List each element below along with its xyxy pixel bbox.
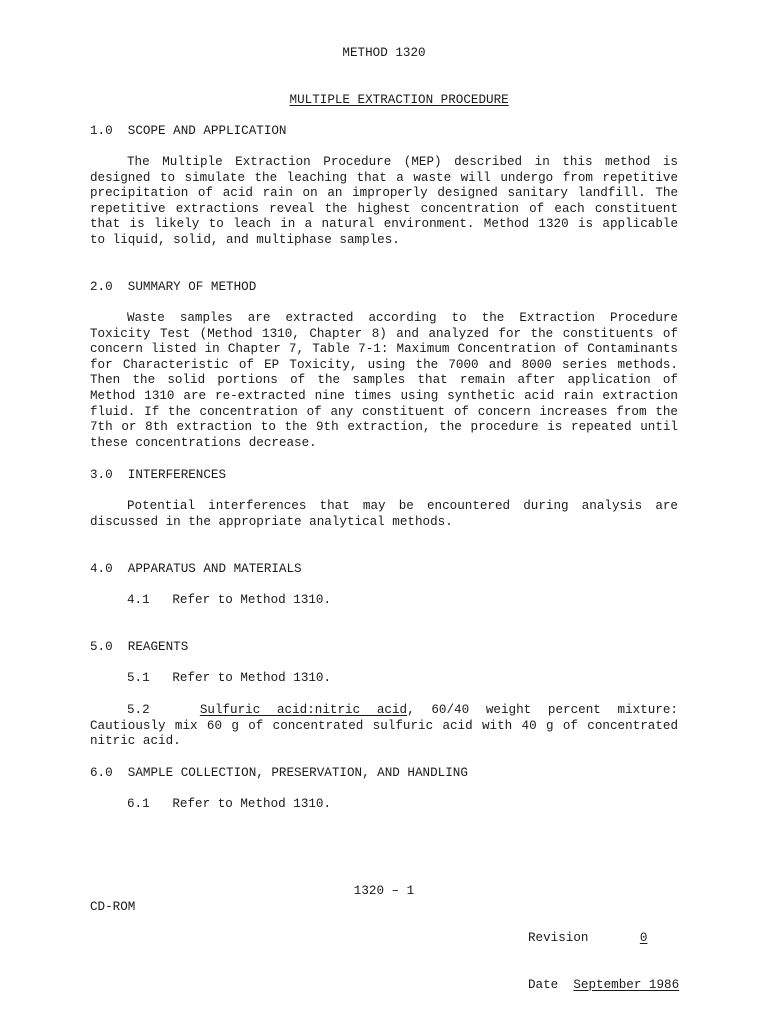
page-number: 1320 – 1 (353, 884, 415, 898)
section-4-heading: 4.0 APPARATUS AND MATERIALS (90, 562, 302, 576)
footer-revision-block (528, 900, 684, 1025)
date-value: September 1986 (573, 977, 680, 992)
section-3-body: Potential interferences that may be encountered during analysis are discussed in the appropriate analytical methods. (90, 499, 678, 529)
footer-cd-rom: CD-ROM (90, 900, 136, 914)
section-1-heading: 1.0 SCOPE AND APPLICATION (90, 124, 287, 138)
section-6-heading: 6.0 SAMPLE COLLECTION, PRESERVATION, AND HANDLING (90, 766, 468, 780)
section-1-body: The Multiple Extraction Procedure (MEP) described in this method is designed to simulate the leaching that a waste will undergo from repetitive precipitation of acid rain on an improperly designed sanitary landfill. The repetitive extractions reveal the highest concentration of each constituent that is likely to leach in a natural environment. Method 1320 is applicable to liquid, solid, and multiphase samples. (90, 155, 678, 247)
document-title: MULTIPLE EXTRACTION PROCEDURE (289, 92, 509, 107)
section-6-item-1: 6.1 Refer to Method 1310. (127, 797, 332, 811)
method-number: METHOD 1320 (342, 46, 426, 60)
section-5-item-2 (90, 703, 678, 750)
revision-line (528, 931, 684, 947)
section-5-heading: 5.0 REAGENTS (90, 640, 189, 654)
revision-label: Revision (528, 931, 589, 946)
reagent-term: Sulfuric acid:nitric acid (199, 703, 408, 717)
date-line (528, 978, 684, 994)
date-label: Date (528, 977, 559, 992)
revision-value: 0 (639, 931, 648, 946)
section-5-item-2-text: , 60/40 weight percent mixture: Cautiously mix 60 g of concentrated sulfuric acid with 40 g of concentrated nitric acid. (90, 703, 678, 749)
section-3-heading: 3.0 INTERFERENCES (90, 468, 227, 482)
section-2-body: Waste samples are extracted according to the Extraction Procedure Toxicity Test (Method 1310, Chapter 8) and analyzed for the constituents of concern listed in Chapter 7, Table 7-1: Maximum Concentration of Contaminants for Characteristic of EP Toxicity, using the 7000 and 8000 series methods. Then the solid portions of the samples that remain after application of Method 1310 are re-extracted nine times using synthetic acid rain extraction fluid. If the concentration of any constituent of concern increases from the 7th or 8th extraction to the 9th extraction, the procedure is repeated until these concentrations decrease. (90, 311, 678, 450)
section-5-item-2-number: 5.2 (127, 703, 150, 717)
section-2-heading: 2.0 SUMMARY OF METHOD (90, 280, 257, 294)
section-4-item-1: 4.1 Refer to Method 1310. (127, 593, 332, 607)
section-5-item-1: 5.1 Refer to Method 1310. (127, 671, 332, 685)
